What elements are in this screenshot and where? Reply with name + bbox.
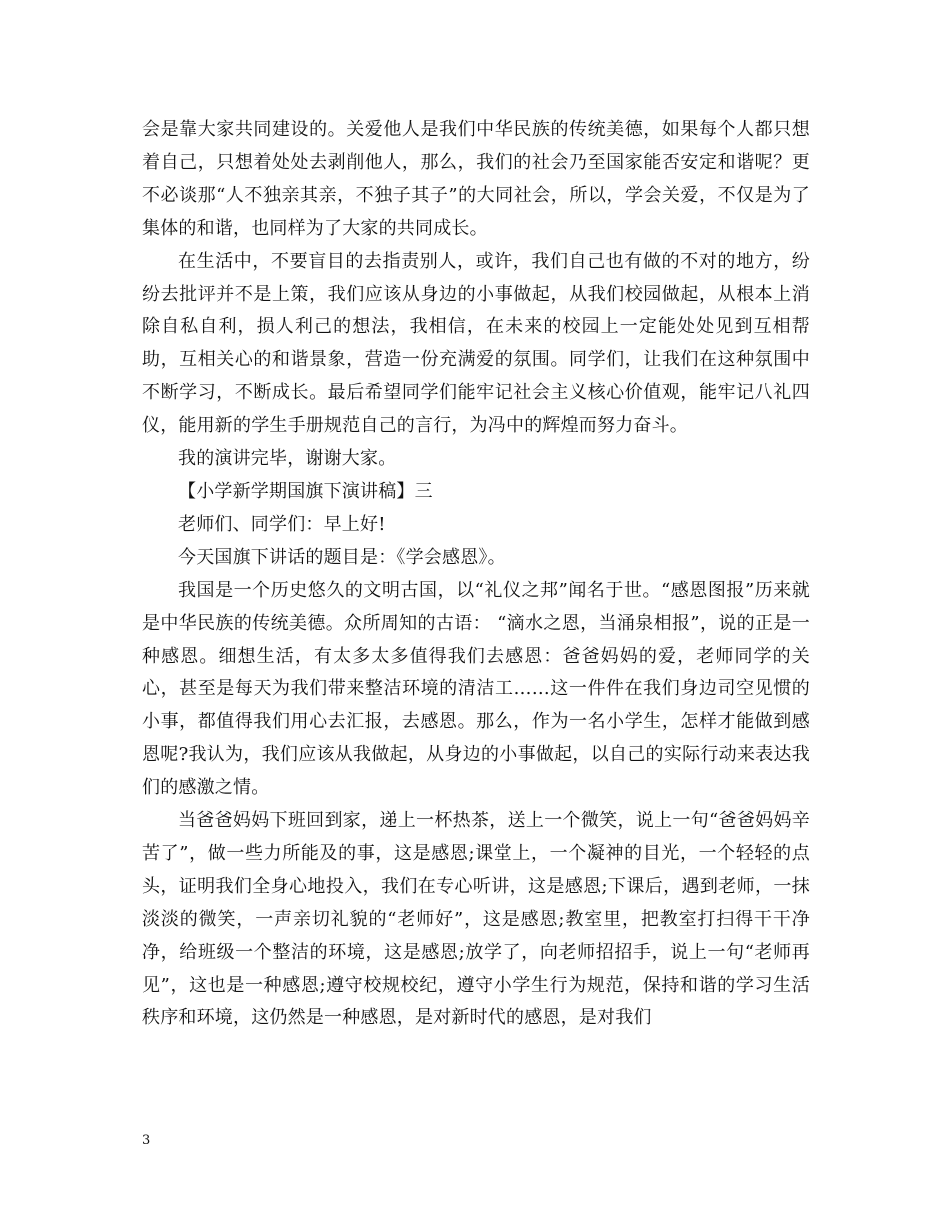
speech-topic-line: 今天国旗下讲话的题目是：《学会感恩》。 <box>178 546 506 568</box>
page-number: 3 <box>142 1133 151 1148</box>
paragraph-3: 我的演讲完毕，谢谢大家。 <box>178 448 397 470</box>
paragraph-1: 会是靠大家共同建设的。关爱他人是我们中华民族的传统美德，如果每个人都只想着自己，只想着处处去剥削他人，那么，我们的社会乃至国家能否安定和谐呢？更不必谈那“人不独亲其亲，不独子其子”的大同社会，所以，学会关爱，不仅是为了集体的和谐，也同样为了大家的共同成长。 <box>142 119 810 239</box>
greeting-line: 老师们、同学们：早上好! <box>178 513 386 535</box>
paragraph-8: 当爸爸妈妈下班回到家，递上一杯热茶，送上一个微笑，说上一句“爸爸妈妈辛苦了”，做一些力所能及的事，这是感恩;课堂上，一个凝神的目光，一个轻轻的点头，证明我们全身心地投入，我们在专心听讲，这是感恩;下课后，遇到老师，一抹淡淡的微笑，一声亲切礼貌的“老师好”，这是感恩;教室里，把教室打扫得干干净净，给班级一个整洁的环境，这是感恩;放学了，向老师招招手，说上一句“老师再见”，这也是一种感恩;遵守校规校纪，遵守小学生行为规范，保持和谐的学习生活秩序和环境，这仍然是一种感恩，是对新时代的感恩，是对我们 <box>142 810 810 1029</box>
document-body <box>142 114 810 1035</box>
section-heading: 【小学新学期国旗下演讲稿】三 <box>178 480 433 502</box>
paragraph-7: 我国是一个历史悠久的文明古国，以“礼仪之邦”闻名于世。“感恩图报”历来就是中华民族的传统美德。众所周知的古语： “滴水之恩，当涌泉相报”，说的正是一种感恩。细想生活，有太多太多值得我们去感恩：爸爸妈妈的爱，老师同学的关心，甚至是每天为我们带来整洁环境的清洁工……这一件件在我们身边司空见惯的小事，都值得我们用心去汇报，去感恩。那么，作为一名小学生，怎样才能做到感恩呢?我认为，我们应该从我做起，从身边的小事做起，以自己的实际行动来表达我们的感激之情。 <box>142 579 810 799</box>
paragraph-2: 在生活中，不要盲目的去指责别人，或许，我们自己也有做的不对的地方，纷纷去批评并不是上策，我们应该从身边的小事做起，从我们校园做起，从根本上消除自私自利，损人利己的想法，我相信，在未来的校园上一定能处处见到互相帮助，互相关心的和谐景象，营造一份充满爱的氛围。同学们，让我们在这种氛围中不断学习，不断成长。最后希望同学们能牢记社会主义核心价值观，能牢记八礼四仪，能用新的学生手册规范自己的言行，为冯中的辉煌而努力奋斗。 <box>142 250 810 437</box>
